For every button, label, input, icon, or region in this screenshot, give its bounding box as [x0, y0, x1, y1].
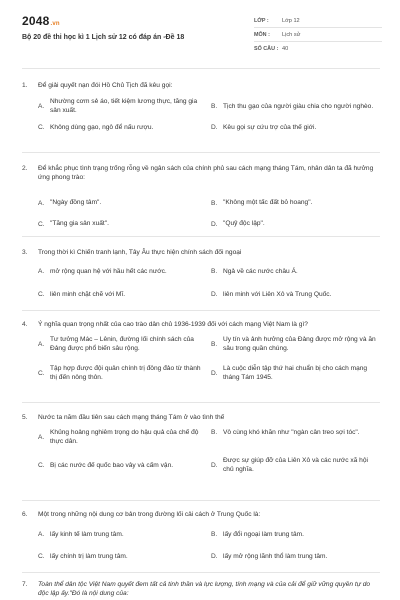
option-letter: B. [211, 102, 218, 110]
option-c[interactable] [38, 552, 203, 561]
option-text: lấy chính trị làm trung tâm. [50, 553, 128, 561]
option-text: Vô cùng khó khăn như "ngàn cân treo sợi tóc". [223, 429, 360, 437]
option-letter: C. [38, 369, 45, 377]
option-c[interactable] [38, 290, 203, 299]
divider [22, 310, 380, 311]
option-text: mở rộng quan hệ với hầu hết các nước. [50, 268, 167, 276]
option-b[interactable] [211, 335, 376, 353]
meta-key: SỐ CÂU : [254, 46, 279, 52]
option-letter: C. [38, 124, 45, 132]
option-text: Bị các nước đế quốc bao vây và cấm vận. [50, 462, 174, 470]
option-d[interactable] [211, 456, 376, 474]
question-6 [22, 510, 380, 561]
option-letter: B. [211, 199, 218, 207]
meta-value: Lịch sử [282, 31, 301, 38]
meta-row-count [254, 42, 382, 56]
option-text: lấy kinh tế làm trung tâm. [50, 531, 124, 539]
option-letter: C. [38, 553, 45, 561]
option-letter: D. [211, 220, 218, 228]
option-letter: A. [38, 268, 45, 276]
option-letter: D. [211, 124, 218, 132]
option-d[interactable] [211, 364, 376, 382]
option-a[interactable] [38, 198, 203, 207]
document-meta [254, 14, 382, 56]
option-b[interactable] [211, 96, 376, 116]
document-title: Bộ 20 đề thi học kì 1 Lịch sử 12 có đáp án -Đề 18 [22, 34, 185, 41]
option-c[interactable] [38, 123, 203, 132]
logo-text: 2048 [22, 14, 50, 28]
question-text: Trong thời kì Chiến tranh lạnh, Tây Âu thực hiện chính sách đối ngoại [38, 249, 242, 256]
option-text: "Không một tấc đất bỏ hoang". [223, 199, 313, 207]
option-letter: C. [38, 462, 45, 470]
question-text: Một trong những nội dung cơ bản trong đường lối cải cách ở Trung Quốc là: [38, 511, 261, 518]
meta-key: LỚP : [254, 17, 269, 24]
divider [22, 500, 380, 501]
option-d[interactable] [211, 290, 376, 299]
option-letter: A. [38, 531, 45, 539]
question-text: Để giải quyết nạn đói Hồ Chủ Tịch đã kêu gọi: [38, 82, 173, 89]
option-c[interactable] [38, 219, 203, 228]
option-a[interactable] [38, 267, 203, 276]
option-letter: D. [211, 291, 218, 299]
option-d[interactable] [211, 219, 376, 228]
question-4 [22, 320, 380, 382]
option-a[interactable] [38, 96, 203, 116]
document-header [22, 14, 382, 62]
site-logo[interactable] [22, 14, 60, 28]
meta-row-subject [254, 28, 382, 42]
question-number: 1. [22, 82, 28, 89]
question-number: 3. [22, 249, 28, 256]
option-letter: A. [38, 433, 45, 441]
meta-row-class [254, 14, 382, 28]
option-text: Tịch thu gạo của người giàu chia cho người nghèo. [223, 102, 374, 110]
question-text: Để khắc phục tình trạng trống rỗng về ngân sách của chính phủ sau cách mạng tháng Tám, nhân dân ta đã hưởng ứng phong trào: [38, 165, 374, 182]
option-b[interactable] [211, 428, 376, 437]
question-number: 6. [22, 511, 28, 518]
option-letter: B. [211, 340, 218, 348]
option-b[interactable] [211, 198, 376, 207]
option-text: Uy tín và ảnh hưởng của Đảng được mở rộng và ăn sâu trong quần chúng. [223, 336, 376, 353]
option-text: lấy mở rộng lãnh thổ làm trung tâm. [223, 553, 328, 561]
option-text: Tư tưởng Mác – Lênin, đường lối chính sách của Đảng được phổ biến sâu rộng. [50, 336, 194, 353]
divider [22, 68, 380, 69]
option-text: lấy đổi ngoại làm trung tâm. [223, 531, 304, 539]
option-text: "Ngày đồng tâm". [50, 199, 102, 207]
option-letter: C. [38, 291, 45, 299]
option-text: liên minh chặt chẽ với Mĩ. [50, 291, 126, 299]
question-1 [22, 81, 380, 132]
option-text: liên minh với Liên Xô và Trung Quốc. [223, 291, 332, 299]
meta-value: Lớp 12 [282, 17, 300, 24]
question-3 [22, 248, 380, 299]
option-a[interactable] [38, 428, 203, 446]
logo-suffix: .vn [50, 21, 60, 27]
option-text: "Tăng gia sản xuất". [50, 220, 109, 228]
divider [22, 402, 380, 403]
divider [22, 236, 380, 237]
divider [22, 572, 380, 573]
meta-value: 40 [282, 46, 289, 52]
option-letter: B. [211, 531, 218, 539]
question-7 [22, 580, 380, 598]
option-text: Ngả về các nước châu Á. [223, 268, 298, 276]
option-text: Khủng hoảng nghiêm trọng do hậu quả của chế độ thực dân. [50, 429, 199, 446]
option-letter: A. [38, 340, 45, 348]
option-d[interactable] [211, 552, 376, 561]
option-text: Được sự giúp đỡ của Liên Xô và các nước xã hội chủ nghĩa. [223, 457, 368, 474]
meta-key: MÔN : [254, 31, 270, 38]
question-text: Toàn thể dân tộc Việt Nam quyết đem tất cả tinh thần và lực lượng, tính mạng và của cải để giữ vững quyền tự do độc lập ấy."Đó là nội dung của: [38, 581, 371, 598]
question-text: Ý nghĩa quan trọng nhất của cao trào dân chủ 1936-1939 đối với cách mạng Việt Nam là gì? [38, 321, 308, 328]
option-letter: A. [38, 199, 45, 207]
question-number: 4. [22, 321, 28, 328]
question-2 [22, 164, 380, 228]
option-text: Không dùng gạo, ngô để nấu rượu. [50, 124, 154, 132]
question-text: Nước ta năm đầu tiên sau cách mạng tháng Tám ở vào tình thế [38, 414, 225, 421]
option-d[interactable] [211, 123, 376, 132]
option-letter: D. [211, 553, 218, 561]
option-c[interactable] [38, 364, 203, 382]
option-text: Kêu gọi sự cứu trợ của thế giới. [223, 124, 317, 132]
option-b[interactable] [211, 267, 376, 276]
option-letter: D. [211, 369, 218, 377]
option-text: Nhường cơm sẻ áo, tiết kiệm lương thực, tăng gia sản xuất. [50, 98, 198, 115]
option-b[interactable] [211, 530, 376, 539]
option-letter: B. [211, 268, 218, 276]
question-number: 5. [22, 414, 28, 421]
option-letter: C. [38, 220, 45, 228]
question-5 [22, 413, 380, 474]
question-number: 2. [22, 165, 28, 172]
option-text: Tập hợp được đội quân chính trị đông đảo từ thành thị đến nông thôn. [50, 365, 201, 382]
option-letter: D. [211, 461, 218, 469]
option-c[interactable] [38, 461, 203, 470]
option-a[interactable] [38, 335, 203, 353]
divider [22, 152, 380, 153]
question-number: 7. [22, 581, 28, 588]
option-text: Là cuộc diễn tập thứ hai chuẩn bị cho cách mạng tháng Tám 1945. [223, 365, 368, 382]
option-letter: B. [211, 429, 218, 437]
option-text: "Quỹ độc lập". [223, 220, 265, 228]
option-a[interactable] [38, 530, 203, 539]
option-letter: A. [38, 102, 45, 110]
